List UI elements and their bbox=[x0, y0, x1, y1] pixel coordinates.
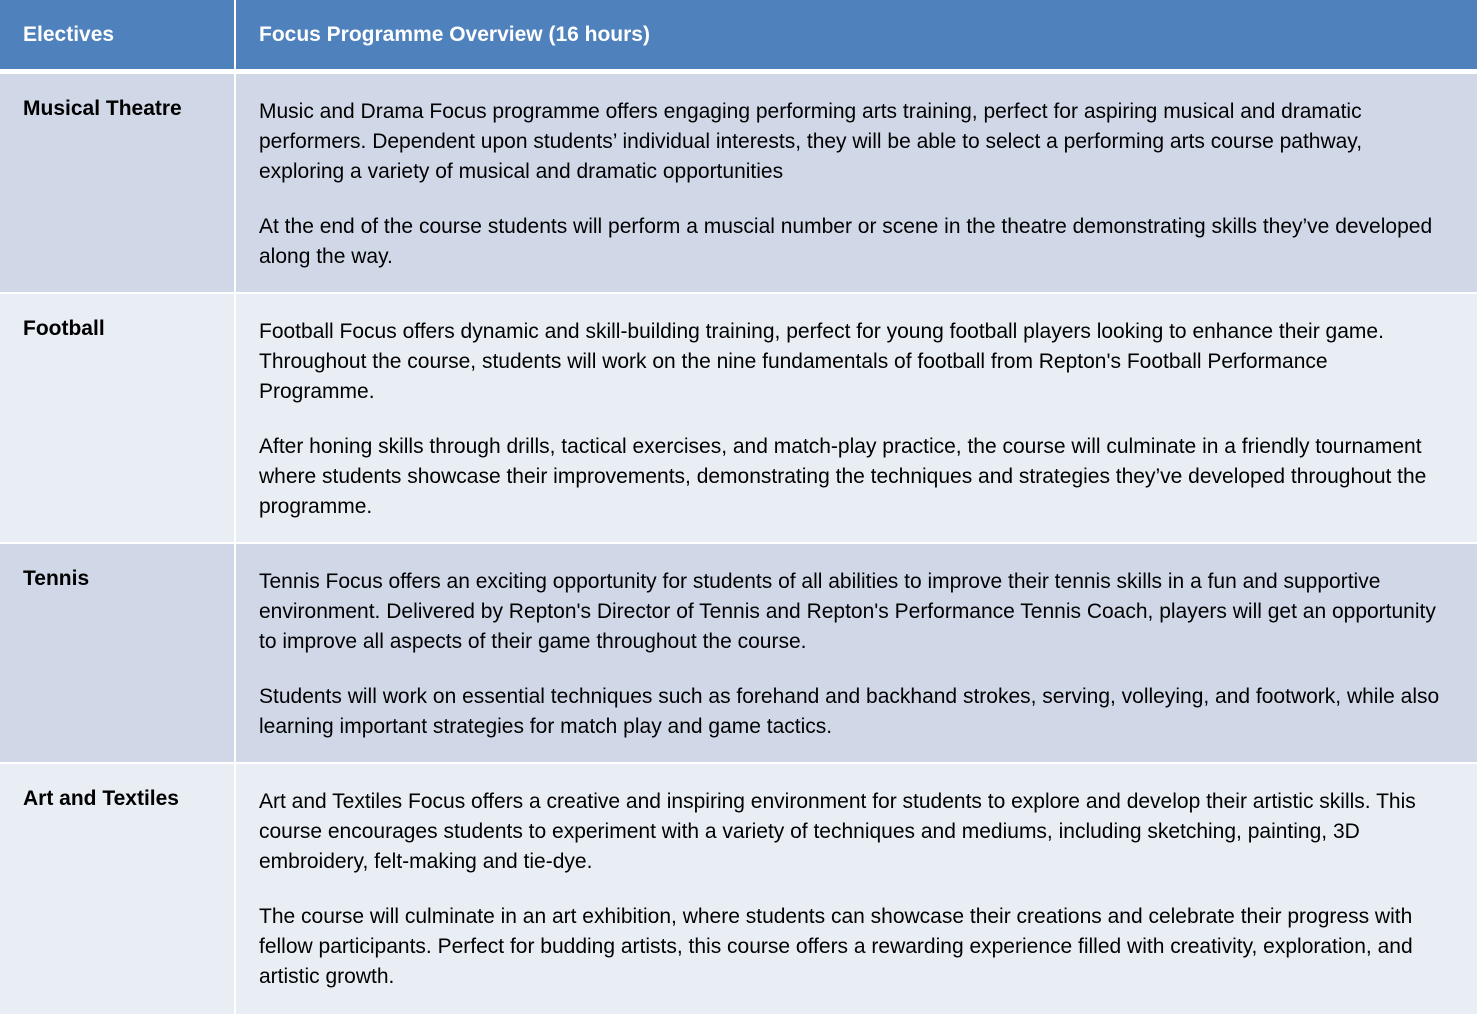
header-electives: Electives bbox=[0, 0, 236, 74]
elective-description-football bbox=[236, 294, 1477, 544]
elective-name-art-and-textiles: Art and Textiles bbox=[0, 764, 236, 1016]
header-overview: Focus Programme Overview (16 hours) bbox=[236, 0, 1477, 74]
description-paragraph: Tennis Focus offers an exciting opportunity for students of all abilities to improve their tennis skills in a fun and supportive environment. Delivered by Repton's Director of Tennis and Repton's Performance Tennis Coach, players will get an opportunity to improve all aspects of their game throughout the course. bbox=[259, 570, 1436, 653]
description-paragraph: After honing skills through drills, tactical exercises, and match-play practice, the course will culminate in a friendly tournament where students showcase their improvements, demonstrating the techniques and strategies they’ve developed throughout the programme. bbox=[259, 435, 1427, 518]
elective-description-art-and-textiles bbox=[236, 764, 1477, 1016]
description-paragraph: At the end of the course students will perform a muscial number or scene in the theatre demonstrating skills they’ve developed along the way. bbox=[259, 215, 1433, 268]
description-paragraph: The course will culminate in an art exhibition, where students can showcase their creations and celebrate their progress with fellow participants. Perfect for budding artists, this course offers a rewarding experience filled with creativity, exploration, and artistic growth. bbox=[259, 905, 1413, 988]
description-paragraph: Football Focus offers dynamic and skill-building training, perfect for young football players looking to enhance their game. Throughout the course, students will work on the nine fundamentals of football from Repton's Football Performance Programme. bbox=[259, 320, 1384, 403]
description-paragraph: Music and Drama Focus programme offers engaging performing arts training, perfect for aspiring musical and dramatic performers. Dependent upon students’ individual interests, they will be able to select a performing arts course pathway, exploring a variety of musical and dramatic opportunities bbox=[259, 100, 1363, 183]
elective-name-football: Football bbox=[0, 294, 236, 544]
description-paragraph: Students will work on essential techniques such as forehand and backhand strokes, serving, volleying, and footwork, while also learning important strategies for match play and game tactics. bbox=[259, 685, 1440, 738]
description-paragraph: Art and Textiles Focus offers a creative and inspiring environment for students to explore and develop their artistic skills. This course encourages students to experiment with a variety of techniques and mediums, including sketching, painting, 3D embroidery, felt-making and tie-dye. bbox=[259, 790, 1416, 873]
elective-name-musical-theatre: Musical Theatre bbox=[0, 74, 236, 294]
elective-description-musical-theatre bbox=[236, 74, 1477, 294]
elective-description-tennis bbox=[236, 544, 1477, 764]
elective-name-tennis: Tennis bbox=[0, 544, 236, 764]
